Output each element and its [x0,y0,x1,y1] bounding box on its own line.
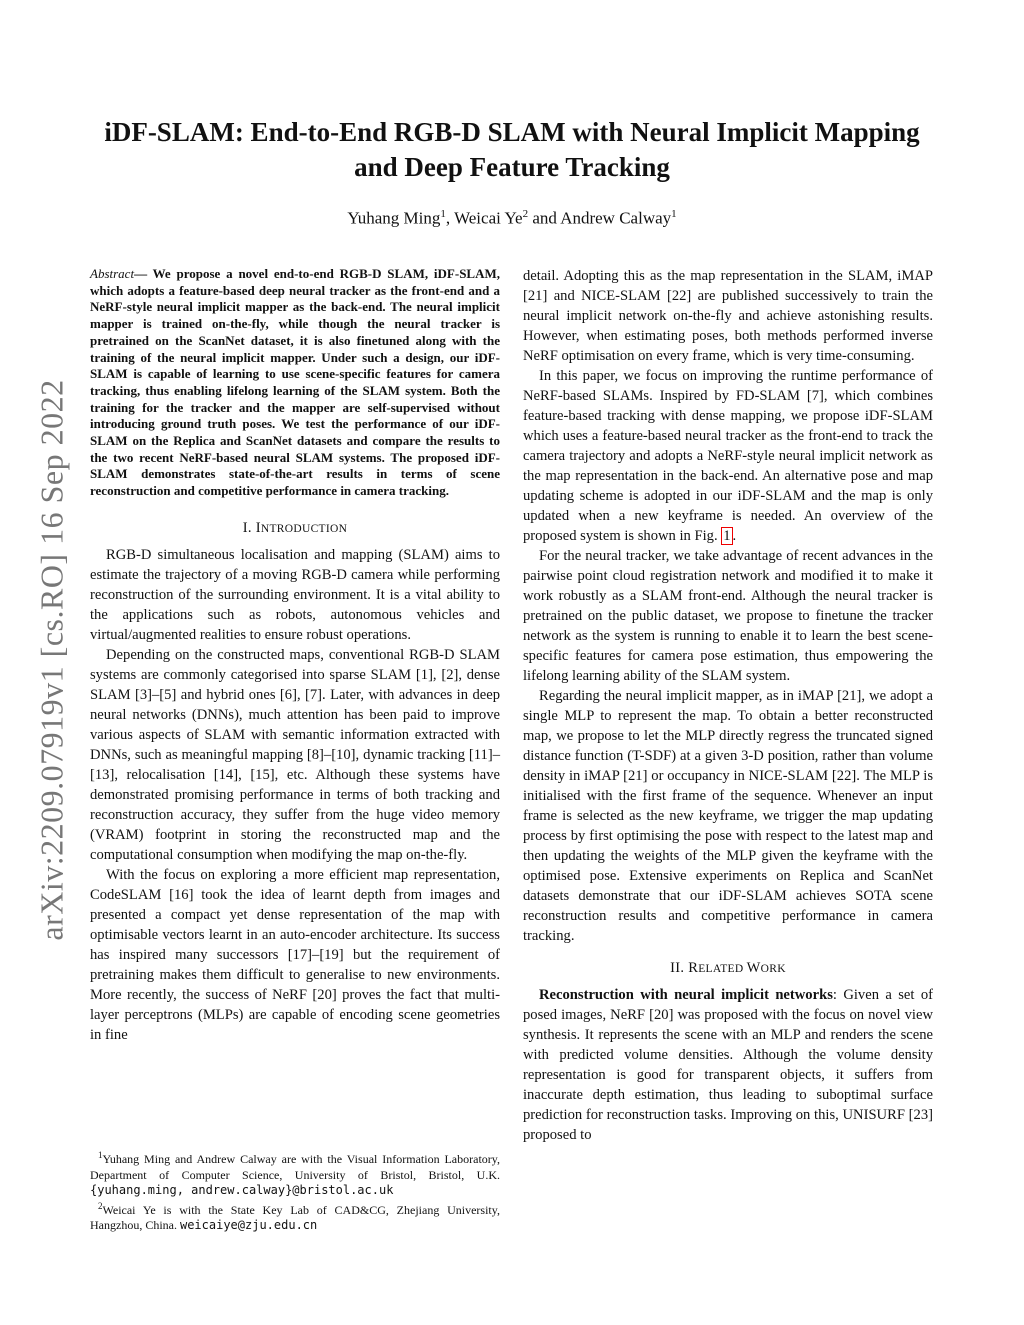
paragraph: detail. Adopting this as the map representation in the SLAM, iMAP [21] and NICE-SLAM [22] are published successively to train the neural implicit network on-the-fly and achieve astonishing results. However, when estimating poses, both methods performed inverse NeRF optimisation on every frame, which is very time-consuming. [523,268,933,364]
figure-reference-link[interactable]: 1 [723,528,731,544]
section-smallcaps: ELATED [698,963,747,975]
footnote-text: Weicai Ye is with the State Key Lab of CAD&CG, Zhejiang University, Hangzhou, China. [90,1202,500,1232]
paragraph: RGB-D simultaneous localisation and mapping (SLAM) aims to estimate the trajectory of a moving RGB-D camera while performing reconstruction of the surrounding environment. It is a vital ability to the applications such as robots, autonomous vehicles and virtual/augmented realities to ensure robust operations. [90,546,500,643]
abstract-text: We propose a novel end-to-end RGB-D SLAM, iDF-SLAM, which adopts a feature-based deep neural tracker as the front-end and a NeRF-style neural implicit mapper as the back-end. The neural implicit mapper is trained on-the-fly, while though the neural tracker is pretrained on the ScanNet dataset, it is also finetuned along with the training of the neural implicit mapper. Under such a design, our iDF-SLAM is capable of learning to use scene-specific features for camera tracking, thus enabling lifelong learning of the SLAM system. Both the training for the tracker and the mapper are self-supervised without introducing ground truth poses. We test the performance of our iDF-SLAM on the Replica and ScanNet datasets and compare the results to the two recent NeRF-based neural SLAM systems. The proposed iDF-SLAM demonstrates state-of-the-art results in terms of scene reconstruction and competitive performance in camera tracking. [90,266,500,499]
paragraph: Depending on the constructed maps, conventional RGB-D SLAM systems are commonly categorised into sparse SLAM [1], [2], dense SLAM [3]–[5] and hybrid ones [6], [7]. Later, with advances in deep neural networks (DNNs), much attention has been paid to improve various aspects of SLAM with semantic information extracted with DNNs, such as meaningful mapping [8]–[10], dynamic tracking [11]–[13], relocalisation [14], [15], etc. Although these systems have demonstrated promising performance in terms of both tracking and reconstruction accuracy, they suffer from the huge video memory (VRAM) footprint in storing the reconstructed map and the computational consumption when modifying the map on-the-fly. [90,646,500,863]
author-separator: and [528,208,561,228]
section-initial: R [688,960,699,976]
paragraph: With the focus on exploring a more efficient map representation, CodeSLAM [16] took the idea of learnt depth from images and presented a compact yet dense representation of the map with optimisable vectors learnt in an auto-encoder architecture. Its success has inspired many successors [17]–[19] but the requirement of pretraining makes them difficult to generalise to new environments. More recently, the success of NeRF [20] proves the fact that multi-layer perceptrons (MLPs) are capable of encoding scene geometries in fine [90,866,500,1043]
paragraph [523,366,933,546]
run-in-heading: Reconstruction with neural implicit networks [539,987,833,1003]
title-line-1: iDF-SLAM: End-to-End RGB-D SLAM with Neural Implicit Mapping [104,117,920,147]
author-name: Yuhang Ming [347,208,441,228]
right-column [523,266,933,1145]
section-initial: I [255,519,261,536]
paragraph-text: . [732,528,737,544]
footnote-email: {yuhang.ming, andrew.calway}@bristol.ac.uk [90,1183,394,1197]
author-name: Weicai Ye [454,208,523,228]
section-heading-related-work [523,960,933,977]
paragraph-text: : Given a set of posed images, NeRF [20] was proposed with the focus on novel view synthesis. It represents the scene with an MLP and renders the scene with predicted volume densities. Although the volume density representation is good for transparent objects, it suffers from inaccurate depth estimation, thus leading to suboptimal surface prediction for reconstruction tasks. Improving on this, UNISURF [23] proposed to [523,987,933,1143]
paragraph [523,985,933,1145]
footnote-mark: 1 [98,1150,103,1160]
arxiv-identifier: arXiv:2209.07919v1 [cs.RO] 16 Sep 2022 [33,379,70,941]
abstract [90,266,500,500]
author-name: Andrew Calway [560,208,672,228]
section-smallcaps: NTRODUCTION [260,522,348,535]
affiliation-mark: 1 [671,208,677,220]
abstract-label: Abstract [90,266,135,281]
footnotes [90,1148,500,1234]
section-smallcaps: ORK [760,963,786,975]
affiliation-mark: 2 [522,208,529,220]
author-separator: , [445,208,455,228]
section-initial: W [746,960,761,976]
paper-title [60,115,964,185]
title-line-2: and Deep Feature Tracking [354,152,670,182]
section-number: II. [670,960,689,976]
footnote-text: Yuhang Ming and Andrew Calway are with the Visual Information Laboratory, Department of Computer Science, University of Bristol, Bristol, U.K. [90,1152,500,1182]
paragraph: Regarding the neural implicit mapper, as in iMAP [21], we adopt a single MLP to represent the map. To obtain a better reconstructed map, we propose to let the MLP directly regress the truncated signed distance function (T-SDF) at a given 3-D position, rather than volume density in iMAP [21] or occupancy in NICE-SLAM [22]. The MLP is initialised with the first frame of the sequence. Whenever an input frame is selected as the new keyframe, we trigger the map updating process by first optimising the pose with respect to the latest map and then updating the weights of the MLP given the keyframe with the optimised pose. Extensive experiments on Replica and ScanNet datasets demonstrate that our iDF-SLAM achieves SOTA scene reconstruction results and competitive performance in camera tracking. [523,688,933,944]
left-column [90,266,500,1045]
footnote-email: weicaiye@zju.edu.cn [179,1218,318,1232]
author-list [60,208,964,229]
section-heading-introduction [90,520,500,537]
footnote [90,1148,500,1199]
paragraph: For the neural tracker, we take advantage of recent advances in the pairwise point cloud registration network and modified it to make it work robustly as a SLAM front-end. Although the neural tracker is pretrained on the public dataset, we propose to finetune the tracker network as the system is running to enable it to learn the best scene-specific features for camera pose estimation, thus empowering the lifelong learning ability of the SLAM system. [523,548,933,684]
footnote-mark: 2 [98,1200,103,1211]
paragraph-text: In this paper, we focus on improving the runtime performance of NeRF-based SLAMs. Inspired by FD-SLAM [7], which combines feature-based tracking with dense mapping, we propose iDF-SLAM which uses a feature-based neural tracker as the front-end to track the camera trajectory and adopts a NeRF-style neural implicit network as the map representation in the back-end. An alternative pose and map updating scheme is adopted in our iDF-SLAM and the map is only updated when a new keyframe is needed. An overview of the proposed system is shown in Fig. [523,368,933,544]
affiliation-mark: 1 [440,208,446,220]
abstract-dash: — [134,266,153,281]
footnote [90,1199,500,1234]
section-number: I. [242,519,256,536]
